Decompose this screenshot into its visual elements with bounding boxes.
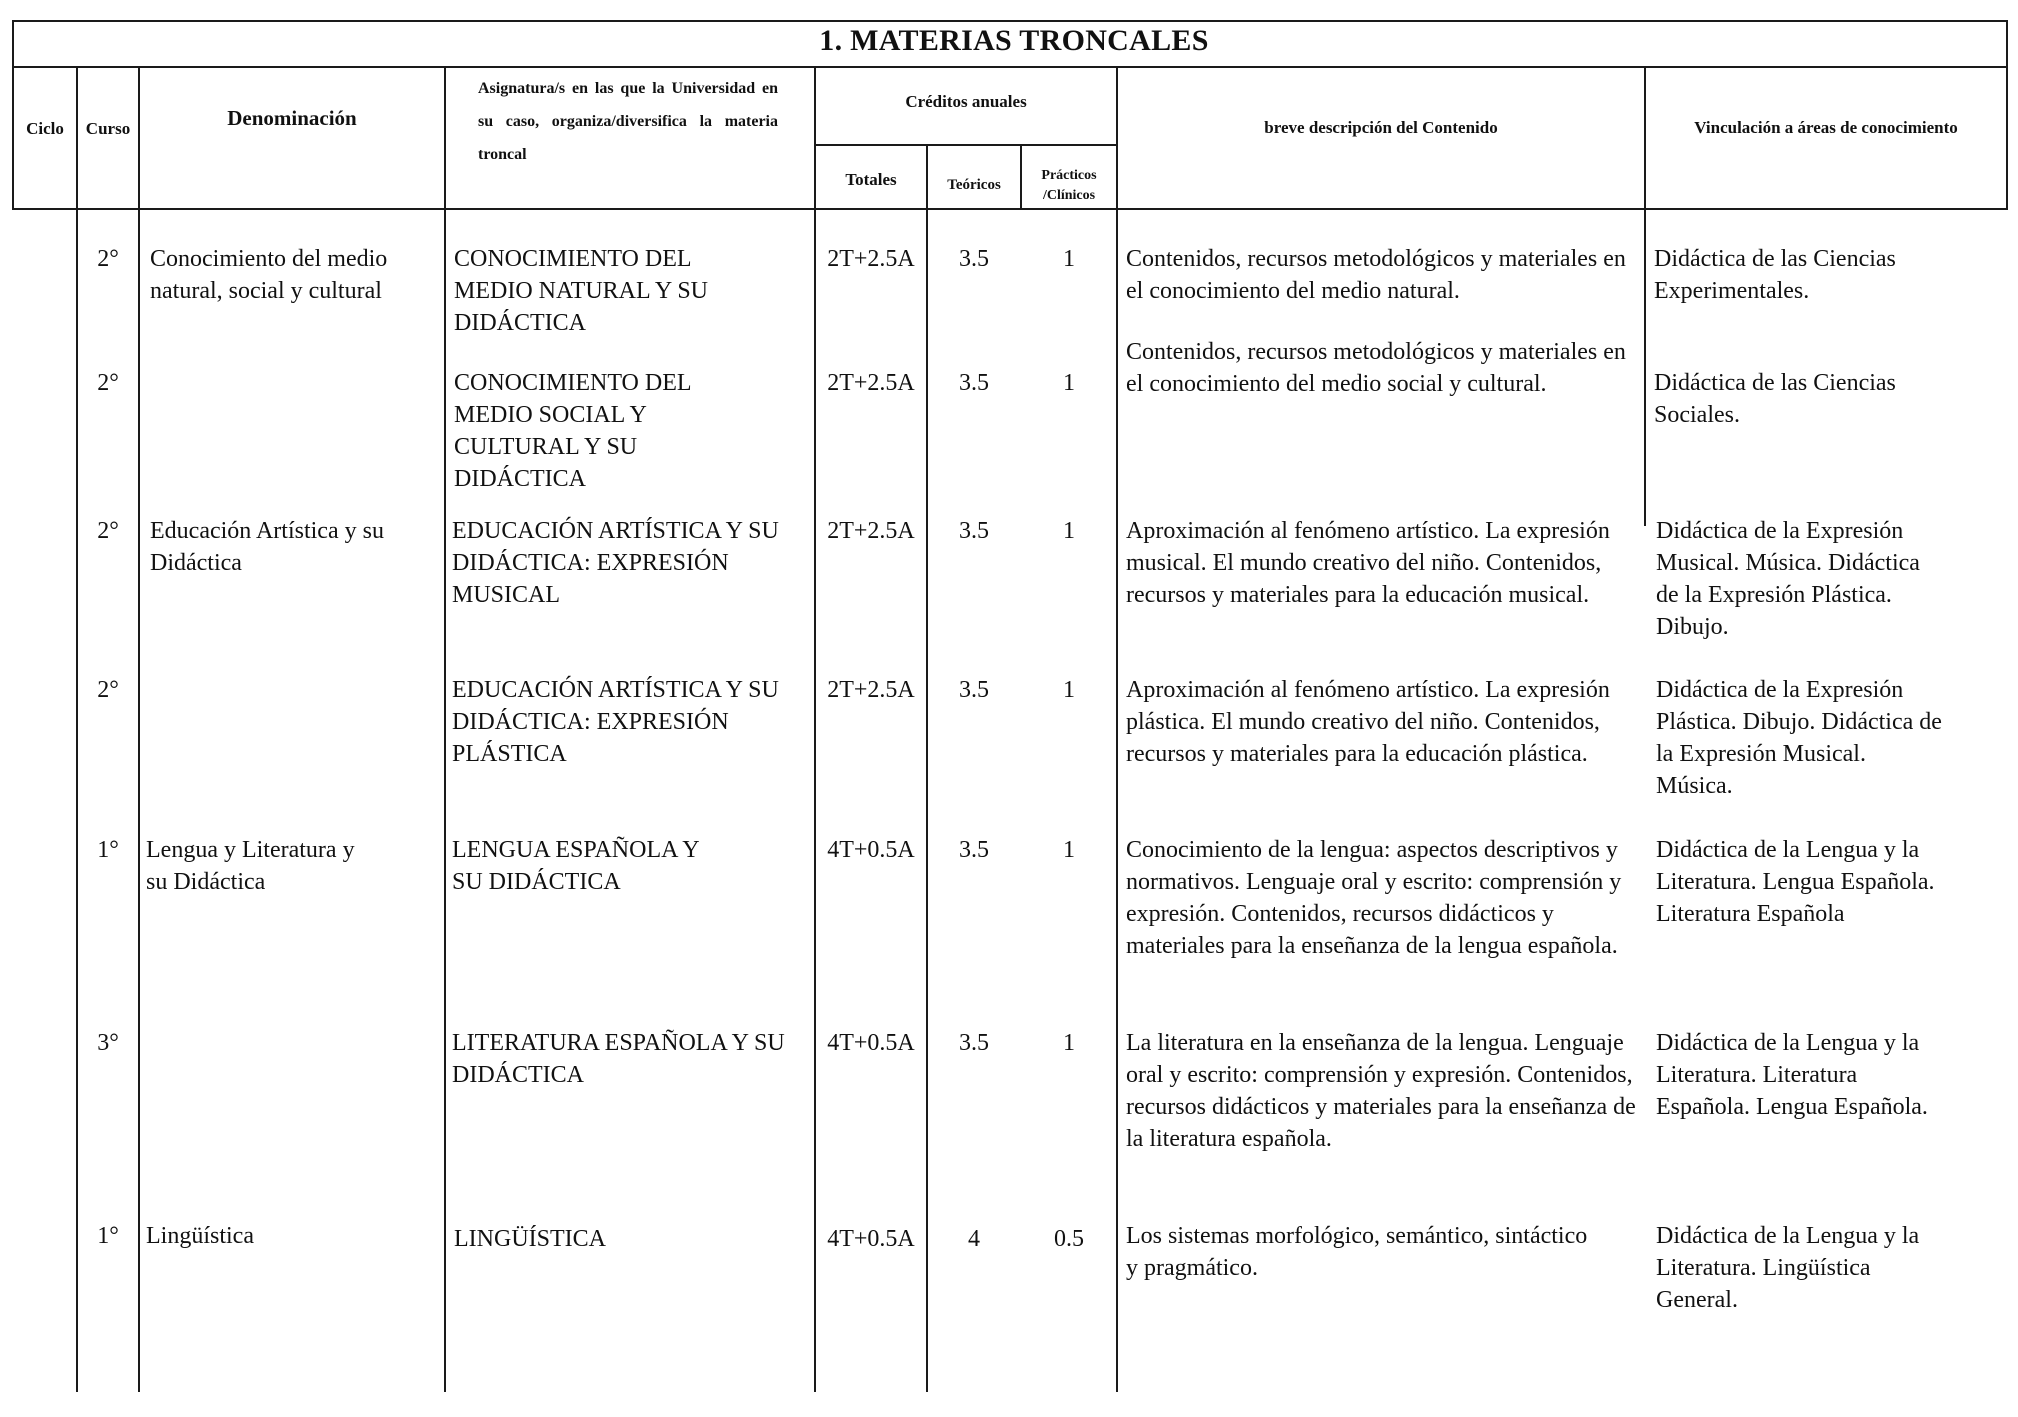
row3-descripcion: Aproximación al fenómeno artístico. La expresión musical. El mundo creativo del niño. Contenidos, recursos y materiales para la educación musical. bbox=[1126, 518, 1610, 608]
row4-areas: Didáctica de la Expresión Plástica. Dibujo. Didáctica de la Expresión Musical. Música. bbox=[1656, 677, 1942, 799]
row6-descripcion: La literatura en la enseñanza de la lengua. Lenguaje oral y escrito: comprensión y expresión. Contenidos, recursos didácticos y materiales para la enseñanza de la literatura española. bbox=[1126, 1030, 1636, 1152]
row7-areas: Didáctica de la Lengua y la Literatura. Lingüística General. bbox=[1656, 1223, 1920, 1313]
row3-totales: 2T+2.5A bbox=[827, 518, 915, 544]
row7-asignatura: LINGÜÍSTICA bbox=[454, 1226, 606, 1252]
row6-teoricos: 3.5 bbox=[959, 1030, 989, 1056]
header-totales: Totales bbox=[845, 170, 897, 189]
row6-curso: 3° bbox=[97, 1030, 119, 1056]
row6-practicos: 1 bbox=[1063, 1030, 1075, 1056]
row7-denominacion: Lingüística bbox=[146, 1223, 254, 1249]
row5-totales: 4T+0.5A bbox=[827, 837, 915, 863]
row5-asignatura: LENGUA ESPAÑOLA Y SU DIDÁCTICA bbox=[452, 837, 699, 895]
row5-curso: 1° bbox=[97, 837, 119, 863]
row5-denominacion: Lengua y Literatura y su Didáctica bbox=[146, 837, 355, 895]
row4-practicos: 1 bbox=[1063, 677, 1075, 703]
header-practicos-line1: Prácticos bbox=[1041, 168, 1097, 183]
col-line-curso-den bbox=[138, 66, 140, 1392]
row1-totales: 2T+2.5A bbox=[827, 246, 915, 272]
table-top-border bbox=[12, 20, 2008, 22]
creditos-subheader-divider bbox=[814, 144, 1116, 146]
header-curso: Curso bbox=[85, 119, 131, 138]
header-ciclo: Ciclo bbox=[26, 119, 64, 138]
header-vinculacion: Vinculación a áreas de conocimiento bbox=[1694, 118, 1958, 137]
row1-descripcion: Contenidos, recursos metodológicos y materiales en el conocimiento del medio natural. bbox=[1126, 246, 1626, 304]
header-practicos-line2: /Clínicos bbox=[1042, 188, 1096, 203]
header-denominacion: Denominación bbox=[227, 106, 357, 130]
row1-areas: Didáctica de las Ciencias Experimentales. bbox=[1654, 246, 1896, 304]
row1-practicos: 1 bbox=[1063, 246, 1075, 272]
row1-denominacion: Conocimiento del medio natural, social y cultural bbox=[150, 246, 388, 304]
row5-descripcion: Conocimiento de la lengua: aspectos descriptivos y normativos. Lenguaje oral y escrito: comprensión y expresión. Contenidos, recursos didácticos y materiales para la enseñanza de la lengua española. bbox=[1126, 837, 1622, 959]
row6-areas: Didáctica de la Lengua y la Literatura. Literatura Española. Lengua Española. bbox=[1656, 1030, 1928, 1120]
row2-teoricos: 3.5 bbox=[959, 370, 989, 396]
header-teoricos: Teóricos bbox=[947, 177, 1001, 193]
row5-teoricos: 3.5 bbox=[959, 837, 989, 863]
row1-asignatura: CONOCIMIENTO DEL MEDIO NATURAL Y SU DIDÁCTICA bbox=[454, 246, 708, 336]
row3-denominacion: Educación Artística y su Didáctica bbox=[150, 518, 384, 576]
row4-totales: 2T+2.5A bbox=[827, 677, 915, 703]
col-line-den-asig bbox=[444, 66, 446, 1392]
row1-curso: 2° bbox=[97, 246, 119, 272]
row4-curso: 2° bbox=[97, 677, 119, 703]
row2-totales: 2T+2.5A bbox=[827, 370, 915, 396]
header-creditos: Créditos anuales bbox=[905, 92, 1027, 111]
row1-teoricos: 3.5 bbox=[959, 246, 989, 272]
row2-curso: 2° bbox=[97, 370, 119, 396]
row4-asignatura: EDUCACIÓN ARTÍSTICA Y SU DIDÁCTICA: EXPRESIÓN PLÁSTICA bbox=[452, 677, 779, 767]
row6-totales: 4T+0.5A bbox=[827, 1030, 915, 1056]
row5-areas: Didáctica de la Lengua y la Literatura. Lengua Española. Literatura Española bbox=[1656, 837, 1935, 927]
row5-practicos: 1 bbox=[1063, 837, 1075, 863]
row3-practicos: 1 bbox=[1063, 518, 1075, 544]
col-line-creditos-desc bbox=[1116, 66, 1118, 1392]
header-practicos bbox=[1022, 166, 1116, 206]
header-descripcion: breve descripción del Contenido bbox=[1264, 118, 1498, 137]
row7-curso: 1° bbox=[97, 1223, 119, 1249]
row2-practicos: 1 bbox=[1063, 370, 1075, 396]
page-title: 1. MATERIAS TRONCALES bbox=[819, 24, 1209, 57]
row3-areas: Didáctica de la Expresión Musical. Música. Didáctica de la Expresión Plástica. Dibujo. bbox=[1656, 518, 1920, 640]
row6-asignatura: LITERATURA ESPAÑOLA Y SU DIDÁCTICA bbox=[452, 1030, 785, 1088]
row2-areas: Didáctica de las Ciencias Sociales. bbox=[1654, 370, 1896, 428]
header-bottom-border bbox=[12, 208, 2008, 210]
row3-curso: 2° bbox=[97, 518, 119, 544]
row2-asignatura: CONOCIMIENTO DEL MEDIO SOCIAL Y CULTURAL Y SU DIDÁCTICA bbox=[454, 370, 691, 492]
title-divider bbox=[12, 66, 2008, 68]
row7-practicos: 0.5 bbox=[1054, 1226, 1084, 1252]
row7-descripcion: Los sistemas morfológico, semántico, sintáctico y pragmático. bbox=[1126, 1223, 1588, 1281]
header-asignatura: Asignatura/s en las que la Universidad en su caso, organiza/diversifica la materia troncal bbox=[478, 80, 778, 163]
col-line-totales-teoricos bbox=[926, 144, 928, 1392]
row4-descripcion: Aproximación al fenómeno artístico. La expresión plástica. El mundo creativo del niño. Contenidos, recursos y materiales para la educación plástica. bbox=[1126, 677, 1610, 767]
row3-teoricos: 3.5 bbox=[959, 518, 989, 544]
row7-totales: 4T+0.5A bbox=[827, 1226, 915, 1252]
row7-teoricos: 4 bbox=[968, 1226, 980, 1252]
row4-teoricos: 3.5 bbox=[959, 677, 989, 703]
row3-asignatura: EDUCACIÓN ARTÍSTICA Y SU DIDÁCTICA: EXPRESIÓN MUSICAL bbox=[452, 518, 779, 608]
row2-descripcion: Contenidos, recursos metodológicos y materiales en el conocimiento del medio social y cultural. bbox=[1126, 339, 1626, 397]
